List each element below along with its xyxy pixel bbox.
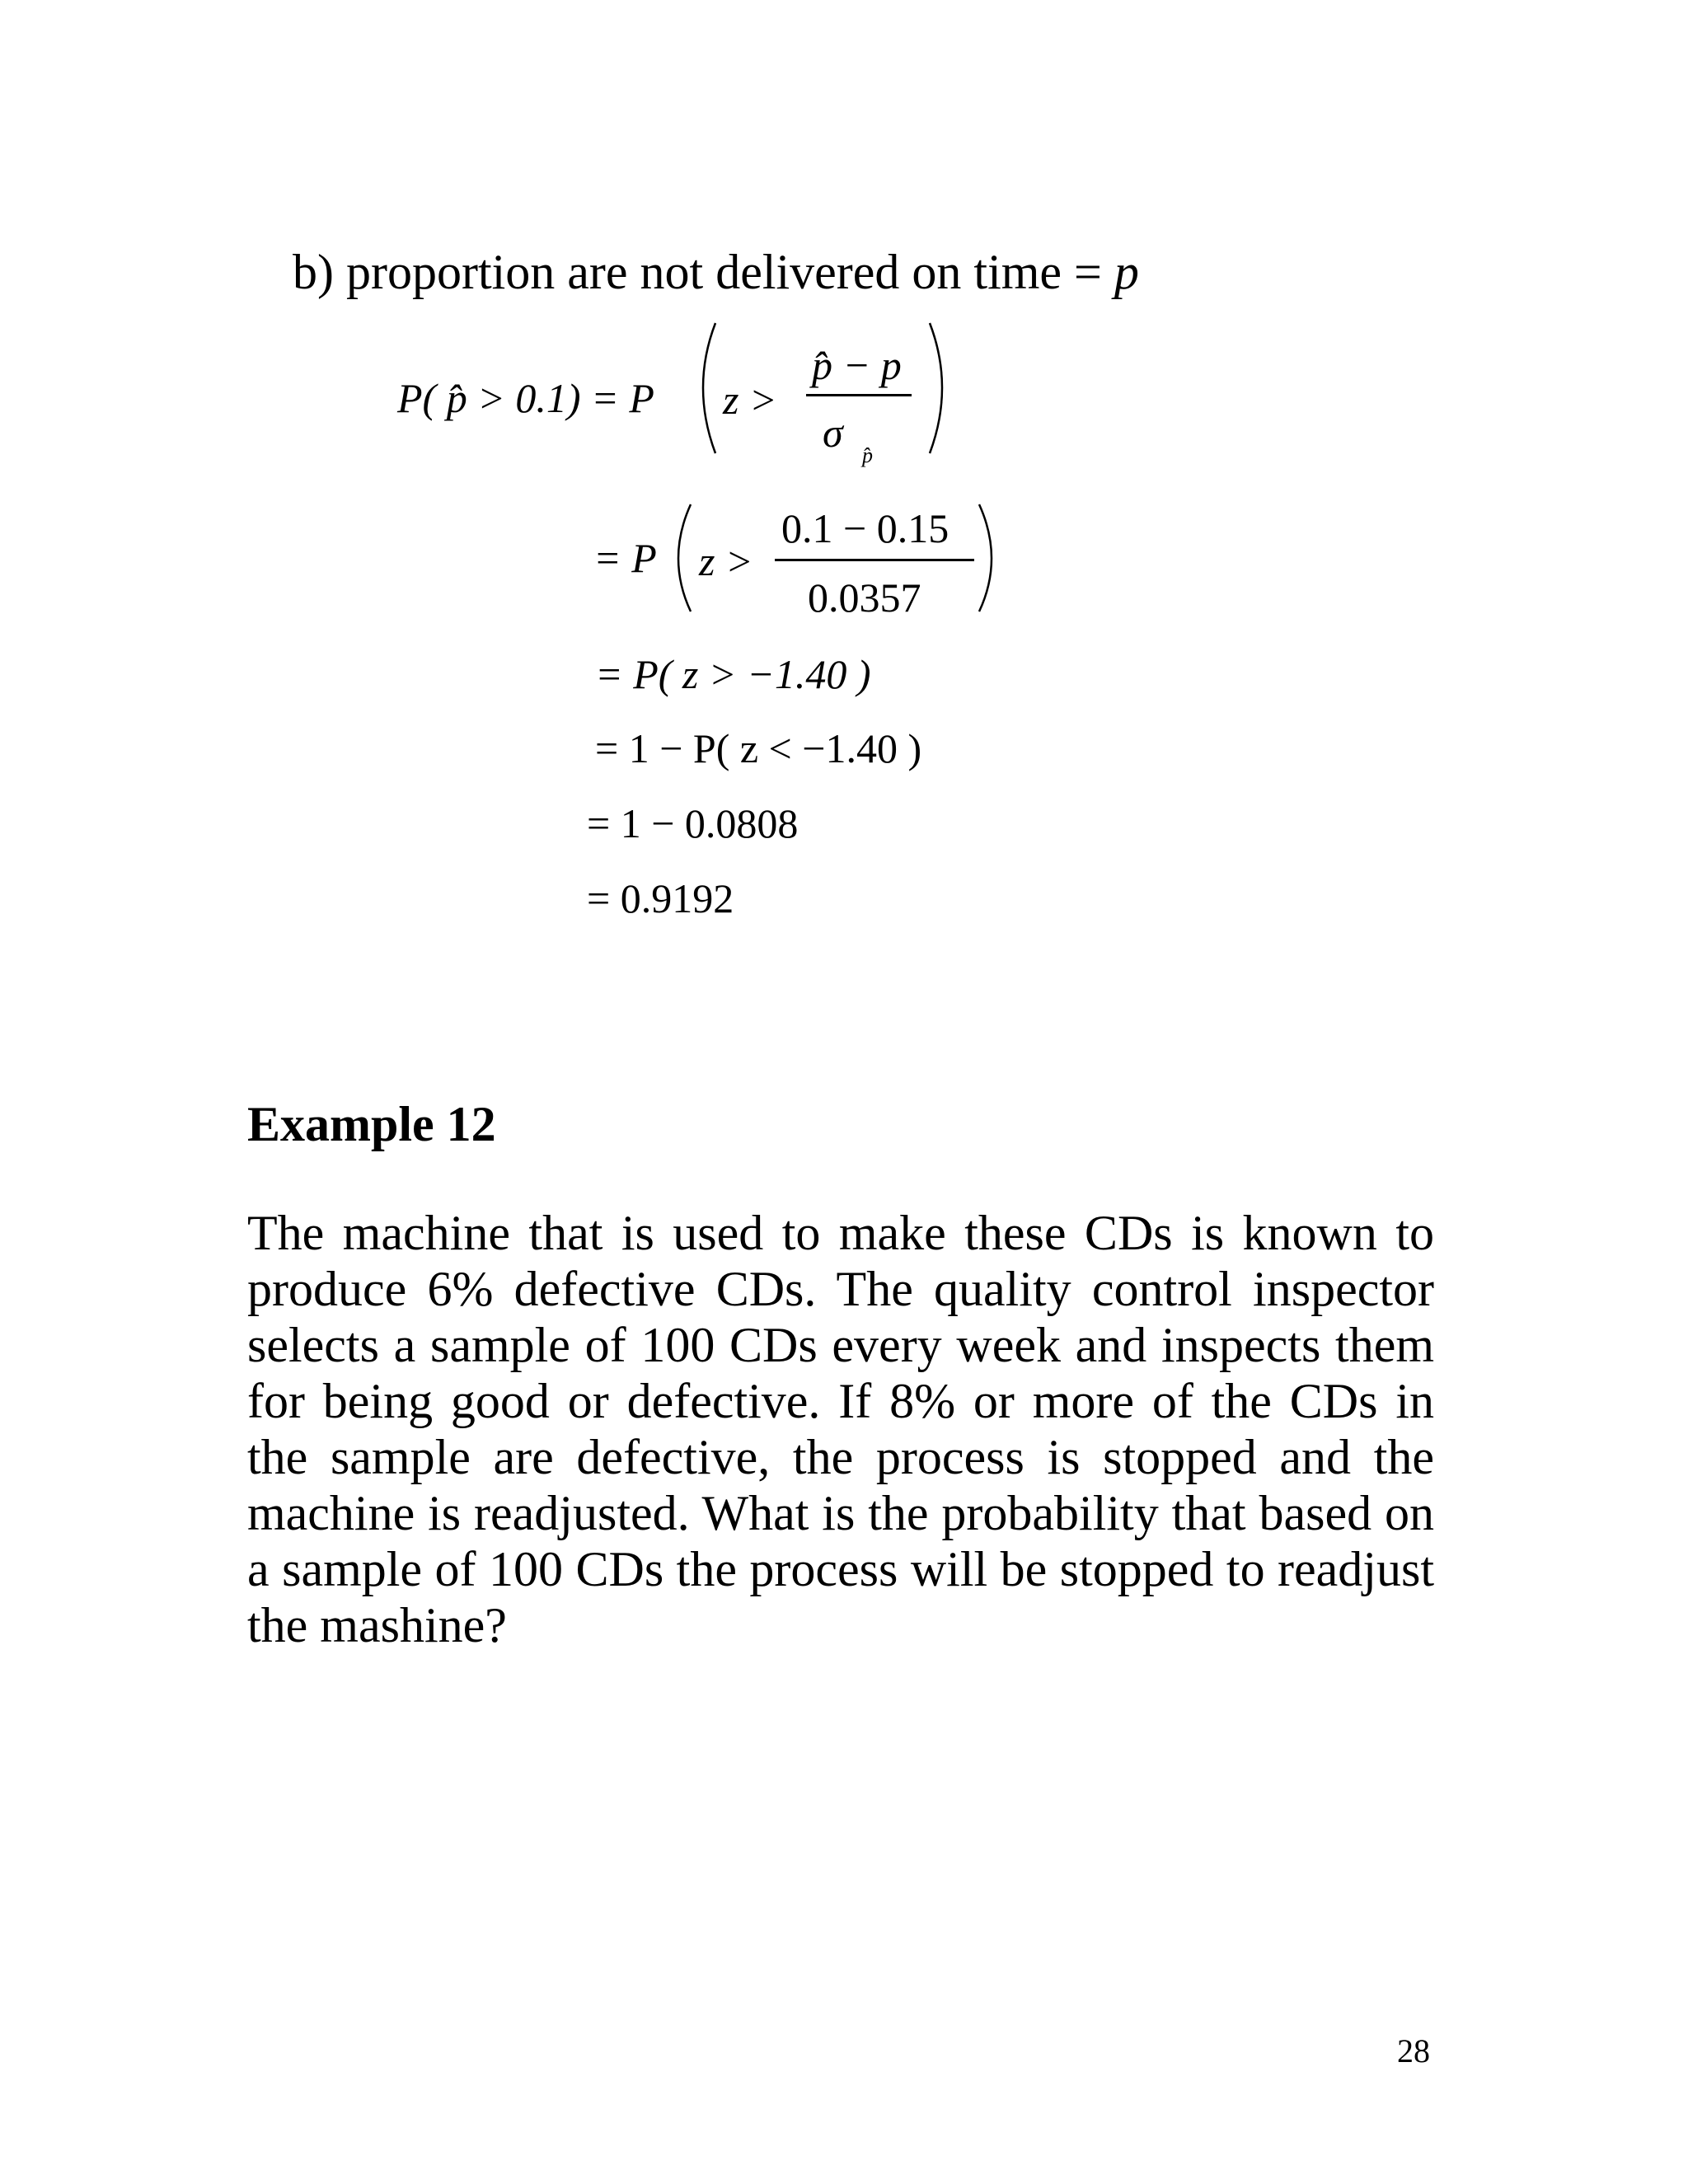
eq-line2-denominator: 0.0357: [808, 574, 921, 621]
paragraph-line: a sample of 100 CDs the process will be stopped to readjust: [247, 1542, 1434, 1596]
paragraph-line: machine is readjusted. What is the probability that based on: [247, 1486, 1434, 1540]
paragraph-line: the sample are defective, the process is stopped and the: [247, 1430, 1434, 1484]
paragraph-line: selects a sample of 100 CDs every week and inspects them: [247, 1318, 1434, 1372]
eq-line4-text: = 1 − P( z < −1.40 ): [595, 725, 922, 771]
eq-line5-text: = 1 − 0.0808: [587, 800, 799, 846]
part-b-text: b) proportion are not delivered on time =: [293, 245, 1114, 299]
eq-line5: [587, 800, 799, 846]
eq-line1-z: z >: [723, 377, 777, 423]
eq-line1-numerator: p̂ − p: [812, 342, 902, 388]
eq-line3: [595, 651, 871, 697]
eq-line6: [587, 875, 734, 921]
eq-line1-lhs-text: P( p̂ > 0.1) = P: [397, 375, 654, 421]
eq-line4: [595, 725, 922, 771]
eq-line1-denominator-subscript: p̂: [862, 443, 873, 467]
paragraph-line: for being good or defective. If 8% or more of the CDs in: [247, 1374, 1434, 1428]
part-b-variable: p: [1114, 245, 1139, 299]
eq-line6-text: = 0.9192: [587, 875, 734, 921]
paragraph-line: The machine that is used to make these CDs is known to: [247, 1206, 1434, 1260]
eq-line2-prefix: = P: [593, 535, 657, 581]
eq-line2-z: z >: [699, 538, 753, 584]
page-number: 28: [1397, 2032, 1430, 2069]
example-paragraph: [247, 1205, 1434, 1653]
eq-line3-text: = P( z > −1.40 ): [595, 651, 871, 697]
paragraph-line: the mashine?: [247, 1598, 507, 1652]
example-title: Example 12: [247, 1097, 496, 1151]
eq-line1-denominator: σ: [823, 410, 843, 456]
eq-line2-numerator: 0.1 − 0.15: [781, 505, 950, 551]
paragraph-line: produce 6% defective CDs. The quality control inspector: [247, 1262, 1434, 1316]
